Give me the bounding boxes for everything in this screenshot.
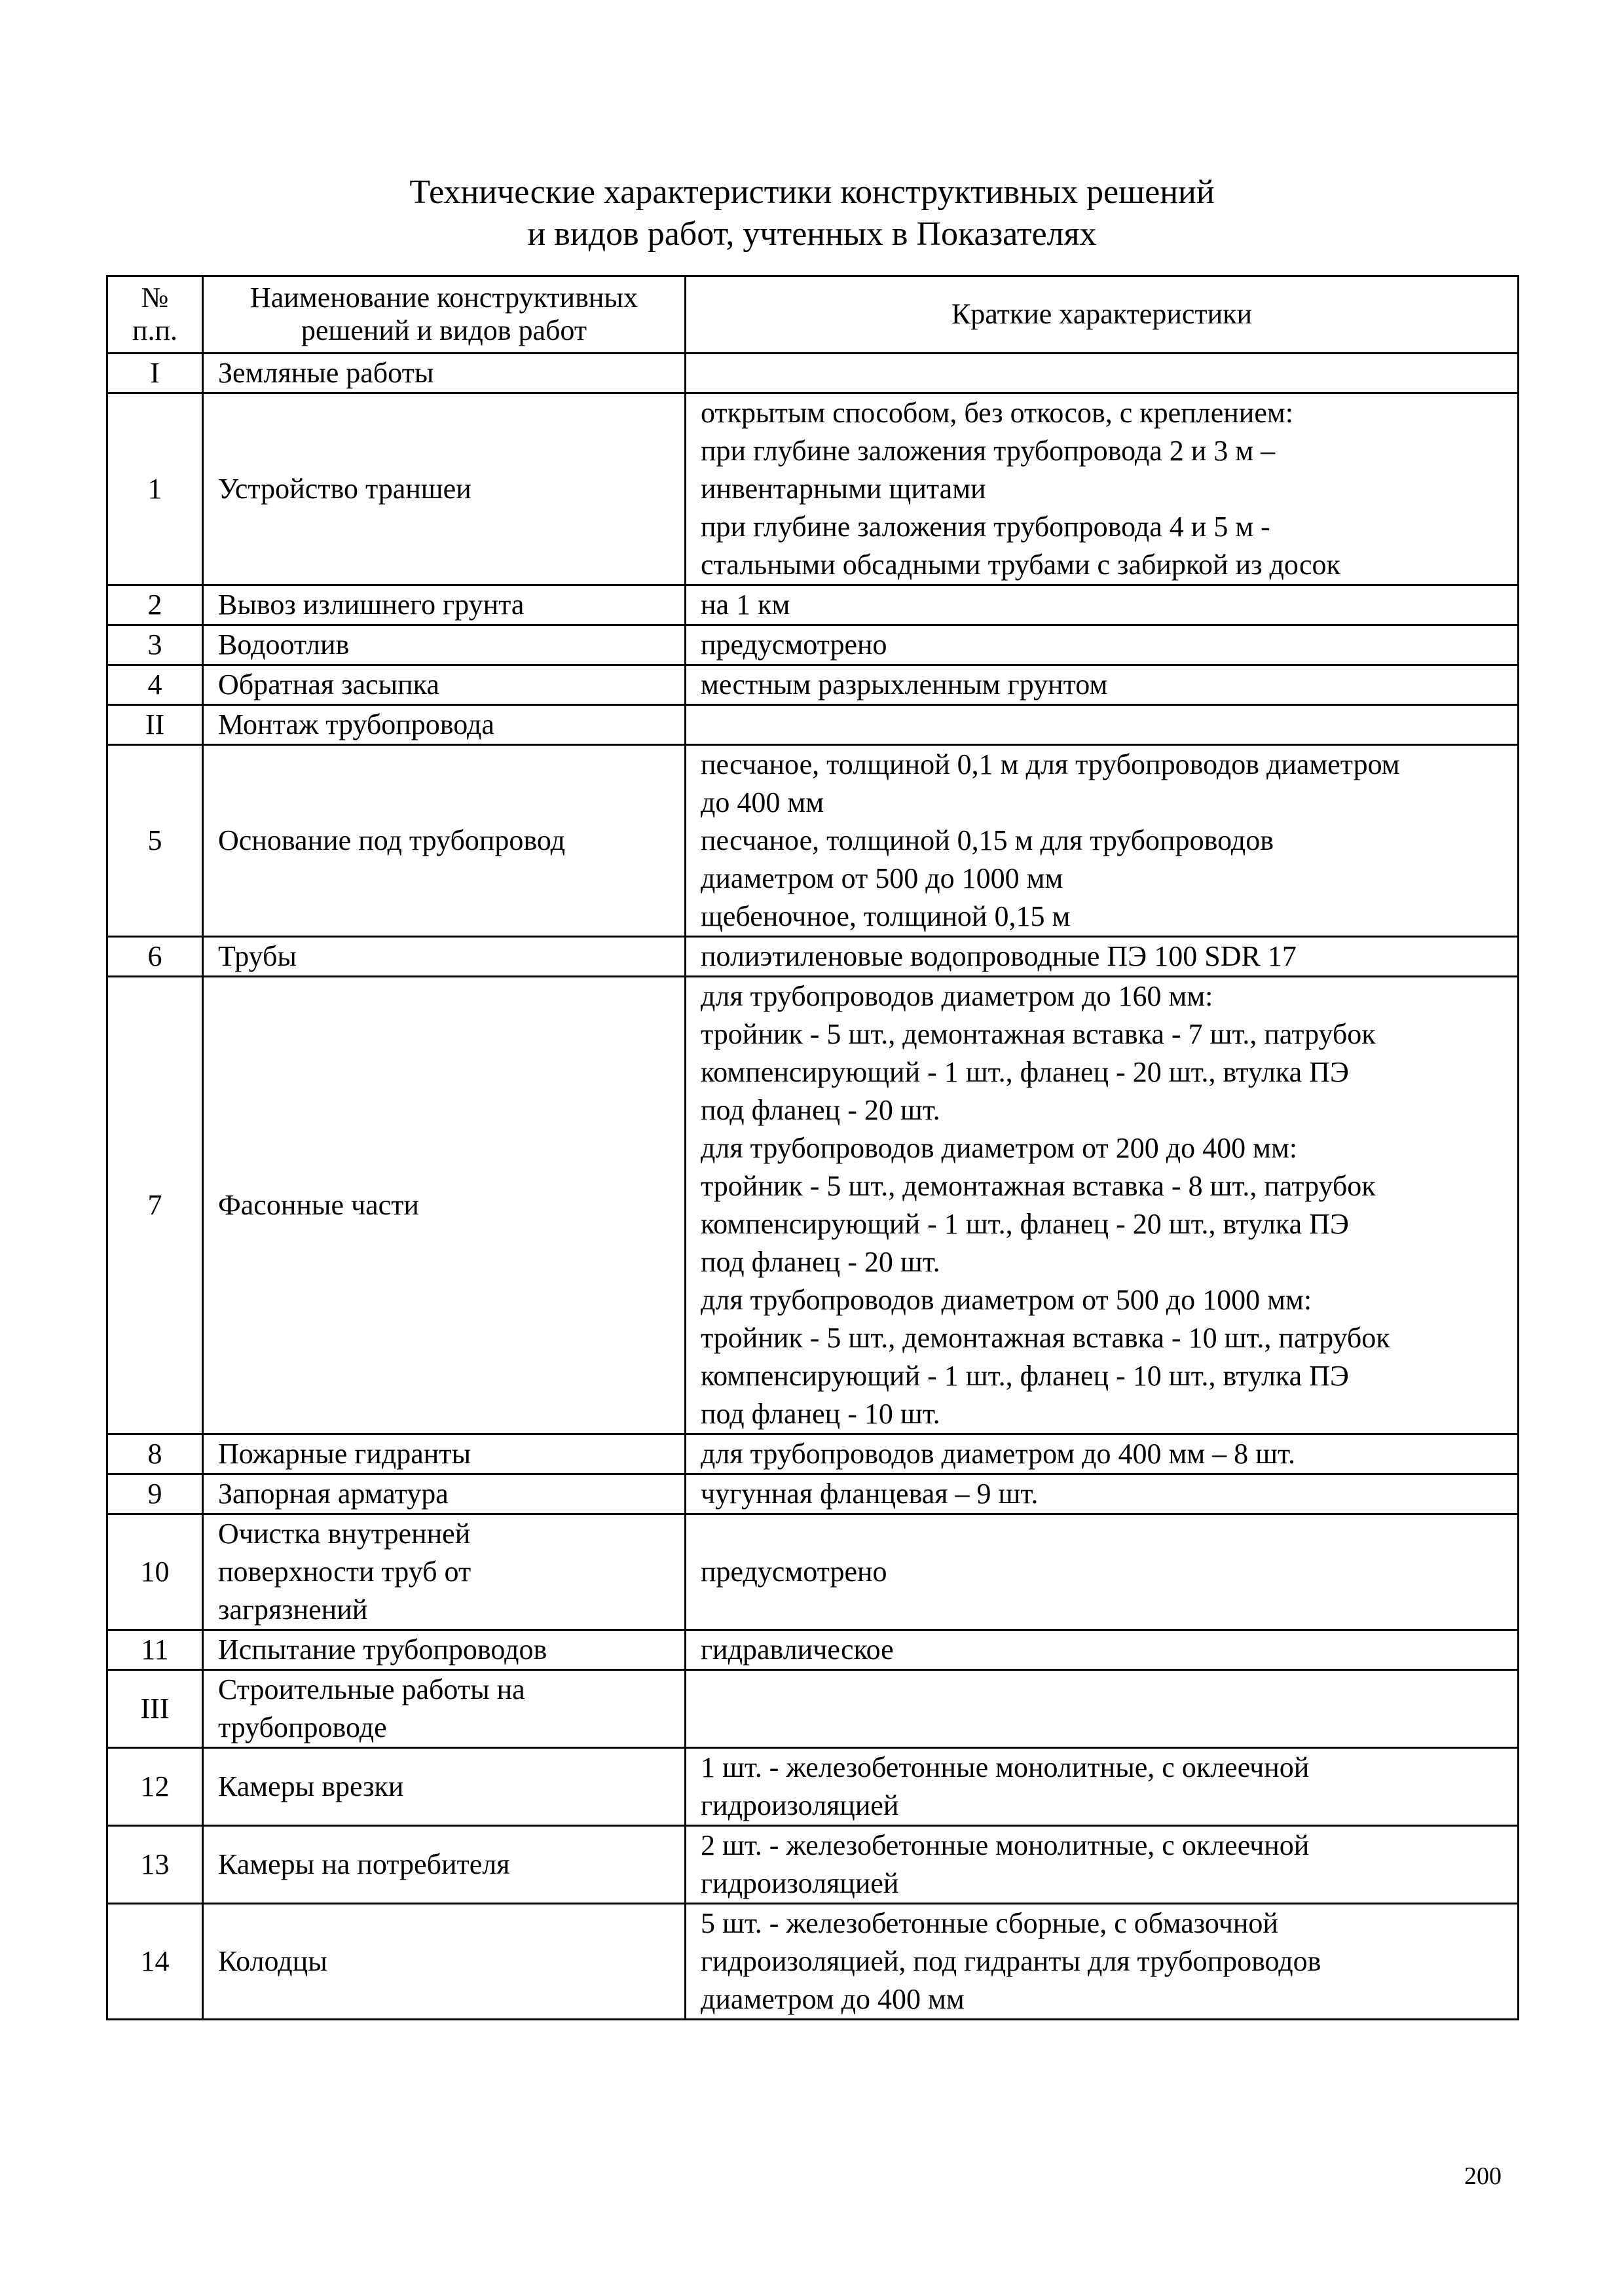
row-description-line: под фланец - 20 шт. — [701, 1094, 940, 1126]
row-name-line: загрязнений — [218, 1594, 368, 1626]
row-name — [203, 1670, 686, 1748]
row-description — [686, 354, 1519, 393]
row-description-line: компенсирующий - 1 шт., фланец - 20 шт., втулка ПЭ — [701, 1056, 1349, 1088]
table-row — [107, 1826, 1519, 1904]
row-number: 13 — [107, 1826, 203, 1904]
row-description-line: при глубине заложения трубопровода 2 и 3 м – — [701, 435, 1276, 467]
characteristics-table — [106, 275, 1519, 2020]
row-number: 12 — [107, 1748, 203, 1826]
row-description-line: гидроизоляцией, под гидранты для трубопроводов — [701, 1945, 1321, 1977]
row-name — [203, 585, 686, 625]
header-name — [203, 276, 686, 354]
row-number: 11 — [107, 1630, 203, 1670]
row-description-line: предусмотрено — [701, 1556, 887, 1588]
row-name — [203, 354, 686, 393]
row-description-line: для трубопроводов диаметром до 160 мм: — [701, 980, 1213, 1012]
row-description-line: для трубопроводов диаметром до 400 мм – 8 шт. — [701, 1438, 1295, 1470]
row-description-line: инвентарными щитами — [701, 473, 986, 505]
row-description-line: под фланец - 20 шт. — [701, 1246, 940, 1278]
row-number: III — [107, 1670, 203, 1748]
row-description-line: при глубине заложения трубопровода 4 и 5 м - — [701, 511, 1270, 543]
table-row — [107, 354, 1519, 393]
row-name-line: Пожарные гидранты — [218, 1438, 471, 1470]
row-description — [686, 1670, 1519, 1748]
row-name-line: Строительные работы на — [218, 1673, 525, 1705]
row-name — [203, 1434, 686, 1474]
row-name-line: трубопроводе — [218, 1711, 387, 1743]
row-number: 9 — [107, 1474, 203, 1514]
row-description-line: до 400 мм — [701, 786, 824, 818]
row-name-line: Очистка внутренней — [218, 1518, 471, 1550]
row-number: I — [107, 354, 203, 393]
row-description — [686, 1826, 1519, 1904]
row-number: 14 — [107, 1904, 203, 2020]
row-description — [686, 977, 1519, 1434]
row-name-line: поверхности труб от — [218, 1556, 471, 1588]
table-row — [107, 1434, 1519, 1474]
row-description-line: тройник - 5 шт., демонтажная вставка - 8 шт., патрубок — [701, 1170, 1376, 1202]
row-number: 5 — [107, 745, 203, 937]
row-number: 7 — [107, 977, 203, 1434]
header-num-line-2: п.п. — [132, 314, 178, 346]
page-number: 200 — [1464, 2162, 1502, 2190]
row-name-line: Земляные работы — [218, 357, 434, 389]
row-name — [203, 625, 686, 665]
row-name — [203, 1826, 686, 1904]
title-line-1: Технические характеристики конструктивных решений — [409, 173, 1215, 211]
header-num-line-1: № — [141, 281, 169, 314]
row-description-line: тройник - 5 шт., демонтажная вставка - 7 шт., патрубок — [701, 1018, 1376, 1050]
row-description — [686, 745, 1519, 937]
row-description — [686, 705, 1519, 745]
row-name-line: Основание под трубопровод — [218, 824, 565, 856]
row-number: 2 — [107, 585, 203, 625]
row-description-line: компенсирующий - 1 шт., фланец - 20 шт., втулка ПЭ — [701, 1208, 1349, 1240]
row-description-line: предусмотрено — [701, 629, 887, 661]
header-desc: Краткие характеристики — [686, 276, 1519, 354]
table-row — [107, 745, 1519, 937]
table-body — [107, 354, 1519, 2020]
row-description — [686, 665, 1519, 705]
row-description-line: гидравлическое — [701, 1633, 894, 1666]
table-row — [107, 1748, 1519, 1826]
row-description-line: для трубопроводов диаметром от 200 до 400 мм: — [701, 1132, 1298, 1164]
row-name — [203, 705, 686, 745]
row-description-line: щебеночное, толщиной 0,15 м — [701, 900, 1071, 932]
row-name-line: Фасонные части — [218, 1189, 419, 1221]
row-description-line: местным разрыхленным грунтом — [701, 668, 1108, 701]
row-description-line: на 1 км — [701, 589, 790, 621]
row-number: 4 — [107, 665, 203, 705]
row-name — [203, 1904, 686, 2020]
row-name — [203, 393, 686, 585]
row-number: 10 — [107, 1514, 203, 1630]
row-name-line: Камеры на потребителя — [218, 1848, 510, 1880]
table-row — [107, 1904, 1519, 2020]
table-row — [107, 625, 1519, 665]
row-description-line: 2 шт. - железобетонные монолитные, с оклеечной — [701, 1829, 1310, 1861]
row-number: 6 — [107, 937, 203, 977]
table-row — [107, 977, 1519, 1434]
row-name — [203, 745, 686, 937]
row-description-line: для трубопроводов диаметром от 500 до 1000 мм: — [701, 1284, 1312, 1316]
header-name-line-1: Наименование конструктивных — [250, 281, 638, 314]
table-row — [107, 665, 1519, 705]
row-name — [203, 1630, 686, 1670]
row-name-line: Камеры врезки — [218, 1770, 404, 1802]
row-description-line: 5 шт. - железобетонные сборные, с обмазочной — [701, 1907, 1278, 1939]
row-name-line: Испытание трубопроводов — [218, 1633, 547, 1666]
row-number: 3 — [107, 625, 203, 665]
row-name — [203, 1474, 686, 1514]
table-header-row — [107, 276, 1519, 354]
header-name-line-2: решений и видов работ — [301, 314, 587, 346]
row-description-line: открытым способом, без откосов, с креплением: — [701, 397, 1293, 429]
table-row — [107, 1630, 1519, 1670]
row-name — [203, 665, 686, 705]
row-description-line: гидроизоляцией — [701, 1789, 899, 1821]
row-description-line: стальными обсадными трубами с забиркой из досок — [701, 549, 1340, 581]
row-name-line: Колодцы — [218, 1945, 327, 1977]
row-number: 8 — [107, 1434, 203, 1474]
row-description-line: 1 шт. - железобетонные монолитные, с оклеечной — [701, 1751, 1310, 1783]
row-name — [203, 937, 686, 977]
row-description-line: чугунная фланцевая – 9 шт. — [701, 1478, 1039, 1510]
row-description — [686, 1514, 1519, 1630]
table-row — [107, 1514, 1519, 1630]
row-description — [686, 937, 1519, 977]
row-name-line: Обратная засыпка — [218, 668, 439, 701]
table-row — [107, 1474, 1519, 1514]
row-name-line: Монтаж трубопровода — [218, 708, 494, 740]
table-row — [107, 937, 1519, 977]
row-description — [686, 1748, 1519, 1826]
row-name-line: Трубы — [218, 940, 297, 972]
header-num — [107, 276, 203, 354]
title-line-2: и видов работ, учтенных в Показателях — [527, 215, 1097, 253]
table-row — [107, 705, 1519, 745]
row-description — [686, 1904, 1519, 2020]
row-name — [203, 1514, 686, 1630]
page-title — [0, 172, 1624, 255]
row-name-line: Водоотлив — [218, 629, 350, 661]
row-number: 1 — [107, 393, 203, 585]
row-description — [686, 625, 1519, 665]
table-row — [107, 1670, 1519, 1748]
row-name — [203, 1748, 686, 1826]
row-description-line: песчаное, толщиной 0,1 м для трубопроводов диаметром — [701, 748, 1400, 780]
row-description — [686, 1474, 1519, 1514]
row-description-line: диаметром до 400 мм — [701, 1983, 965, 2015]
row-description-line: гидроизоляцией — [701, 1867, 899, 1899]
row-name-line: Запорная арматура — [218, 1478, 449, 1510]
row-description-line: тройник - 5 шт., демонтажная вставка - 10 шт., патрубок — [701, 1322, 1390, 1354]
row-description — [686, 393, 1519, 585]
row-description-line: песчаное, толщиной 0,15 м для трубопроводов — [701, 824, 1274, 856]
row-description — [686, 1630, 1519, 1670]
table-row — [107, 393, 1519, 585]
row-description-line: компенсирующий - 1 шт., фланец - 10 шт., втулка ПЭ — [701, 1360, 1349, 1392]
row-number: II — [107, 705, 203, 745]
row-name-line: Устройство траншеи — [218, 473, 471, 505]
row-name-line: Вывоз излишнего грунта — [218, 589, 525, 621]
row-description-line: под фланец - 10 шт. — [701, 1398, 940, 1430]
row-description — [686, 585, 1519, 625]
row-description-line: полиэтиленовые водопроводные ПЭ 100 SDR 17 — [701, 940, 1297, 972]
row-description-line: диаметром от 500 до 1000 мм — [701, 862, 1063, 894]
row-description — [686, 1434, 1519, 1474]
table-row — [107, 585, 1519, 625]
row-name — [203, 977, 686, 1434]
